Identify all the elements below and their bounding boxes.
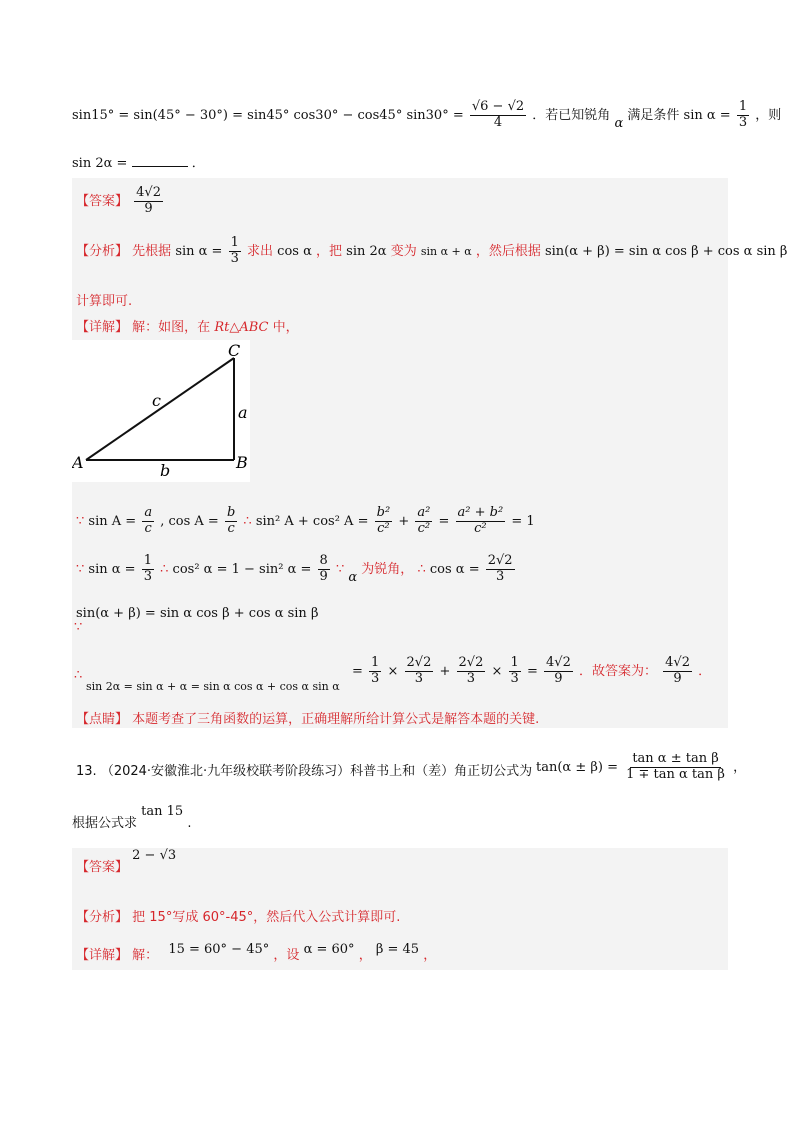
tip-row: 【点睛】 本题考查了三角函数的运算，正确理解所给计算公式是解答本题的关键. [76, 712, 540, 727]
analysis-label-2: 【分析】 [76, 910, 129, 925]
therefore-mark-4: ∴ [74, 668, 83, 683]
tan-sum-formula: tan(α ± β) = $\frac{\text{tan α ± tan β}}{\text{1 ∓ tan α tan β}}$ ， [536, 751, 747, 782]
detail-line-4: = $\frac{1}{3}$ × $\frac{2√2}{3}$ + $\frac{2√2}{3}$ × $\frac{1}{3}$ = $\frac{4√2}{9}$ ．故答案为： $\frac{4√2}{9}$ ． [352, 655, 712, 686]
detail-line-1: ∵ sin A = $\frac{a}{c}$ , cos A = $\frac{b}{c}$ ∴ sin² A + cos² A = $\frac{\text{b²}}{\text{c²}}$ + $\frac{\text{a²}}{\text{c²}}$ = $\frac{\text{a² + b²}}{\text{c²}}$ = 1 [76, 505, 535, 536]
vertex-C: C [228, 341, 241, 360]
problem12-stem: sin15° = sin(45° − 30°) = sin45° cos30° − cos45° sin30° = $\frac{√6 - √2}{4}$ ．若已知锐角 α 满足条件 sin α = $\frac{1}{3}$ ，则 [72, 99, 782, 131]
because-mark-3: ∵ [74, 620, 83, 635]
problem12-ask: sin 2α = ． [72, 156, 205, 171]
stem-math: sin15° = sin(45° − 30°) = sin45° cos30° − cos45° sin30° = [72, 107, 464, 123]
detail-row-2: 【详解】 解： 15 = 60° − 45° ，设 α = 60° ， β = 45 ， [76, 942, 437, 963]
analysis-row-2: 【分析】 把 15°写成 60°-45°，然后代入公式计算即可. [76, 910, 401, 925]
label-a: a [238, 403, 248, 422]
detail-line-3: sin(α + β) = sin α cos β + cos α sin β [76, 606, 319, 621]
analysis-end: 计算即可. [76, 294, 133, 309]
right-triangle-figure [72, 340, 250, 482]
problem13-ask: 根据公式求 tan 15 . [72, 804, 192, 831]
answer-label: 【答案】 [76, 193, 129, 209]
answer-value: $\frac{4√2}{9}$ [136, 185, 161, 216]
answer-label-2: 【答案】 [76, 860, 129, 875]
analysis-row-1: 【分析】 先根据 sin α = $\frac{1}{3}$ 求出 cos α ，把 sin 2α 变为 sin α + α ，然后根据 sin(α + β) = sin α cos β + cos α sin β [76, 235, 788, 266]
label-b: b [160, 461, 171, 480]
vertex-A: A [72, 453, 84, 472]
answer-row-1 [76, 186, 165, 217]
analysis-label: 【分析】 [76, 243, 129, 259]
problem13-stem: 13. （2024·安徽淮北·九年级校联考阶段练习）科普书上和（差）角正切公式为 [76, 764, 533, 779]
detail-row-1: 【详解】 解：如图，在 Rt△ABC 中， [76, 320, 299, 335]
answer-blank [132, 154, 188, 167]
detail-label: 【详解】 [76, 320, 129, 335]
vertex-B: B [236, 453, 248, 472]
detail-line-2: ∵ sin α = $\frac{1}{3}$ ∴ cos² α = 1 − sin² α = $\frac{8}{9}$ ∵ α 为锐角， ∴ cos α = $\frac{2√2}{3}$ [76, 553, 513, 585]
stem-fraction: $\frac{√6 - √2}{4}$ [471, 99, 525, 130]
answer-row-2 [76, 848, 177, 875]
answer-value-2: 2 − √3 [132, 848, 177, 863]
tip-label: 【点睛】 [76, 712, 129, 727]
problem-number: 13. [76, 764, 97, 779]
label-c: c [152, 391, 161, 410]
detail-label-2: 【详解】 [76, 948, 129, 963]
line4-left: sin 2α = sin α + α = sin α cos α + cos α sin α [86, 680, 340, 693]
